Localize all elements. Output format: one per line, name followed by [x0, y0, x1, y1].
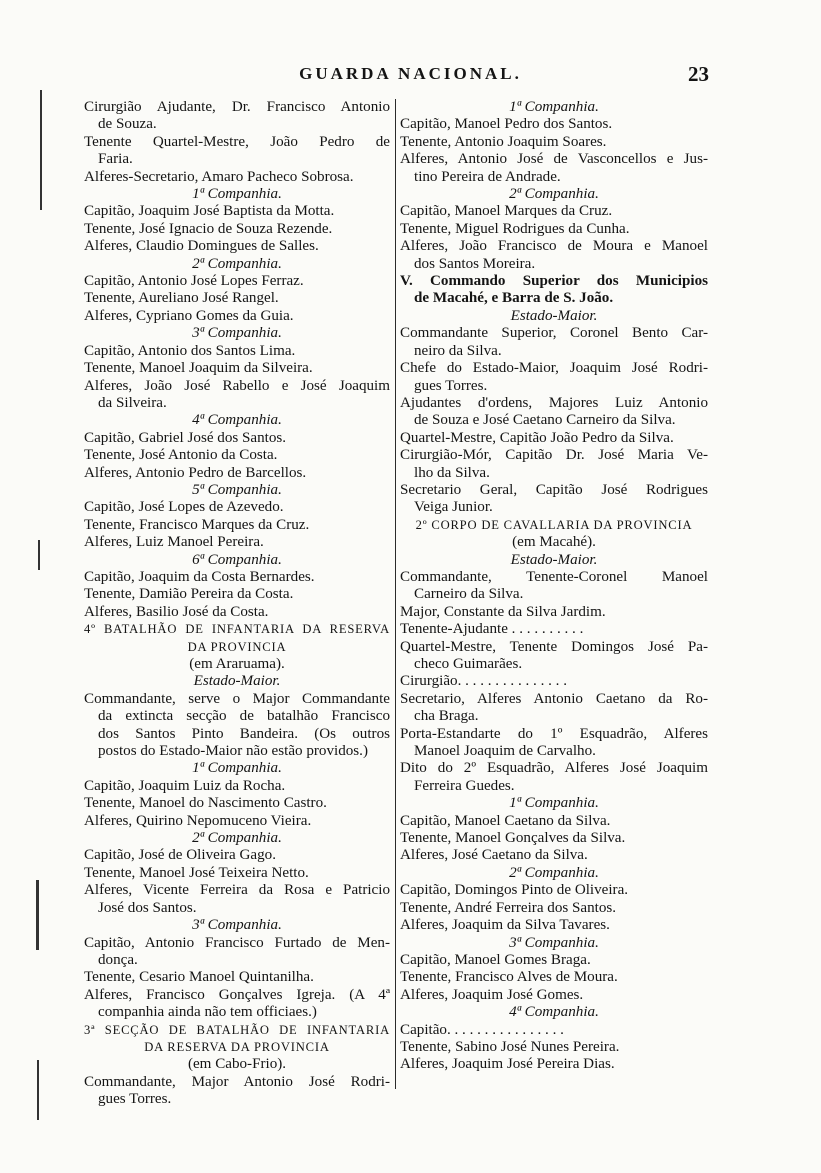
section-heading: 3ª Companhia. — [192, 325, 282, 342]
battalion-heading: 3ª SECÇÃO DE BATALHÃO DE INFANTARIA — [84, 1022, 390, 1037]
section-heading: Estado-Maior. — [510, 307, 598, 324]
text-line: Alferes, Francisco Gonçalves Igreja. (A 4ª — [84, 986, 390, 1003]
text-line: Alferes, Joaquim José Pereira Dias. — [400, 1056, 615, 1073]
text-line: Alferes, João José Rabello e José Joaquim — [84, 377, 390, 394]
text-line: Commandante Superior, Coronel Bento Car- — [400, 325, 708, 342]
section-heading: 1ª Companhia. — [192, 186, 282, 203]
section-heading: 2ª Companhia. — [192, 255, 282, 272]
section-heading: 6ª Companhia. — [192, 551, 282, 568]
section-heading: 2ª Companhia. — [192, 830, 282, 847]
text-line: Alferes-Secretario, Amaro Pacheco Sobrosa. — [84, 168, 354, 185]
command-heading: V. Commando Superior dos Municipios — [400, 273, 708, 290]
text-line: Capitão. . . . . . . . . . . . . . . . — [400, 1021, 564, 1038]
section-heading: 4ª Companhia. — [509, 1004, 599, 1021]
text-line: Tenente, Francisco Alves de Moura. — [400, 969, 618, 986]
text-line: Capitão, Manoel Gomes Braga. — [400, 951, 591, 968]
section-heading: 3ª Companhia. — [509, 934, 599, 951]
right-column — [400, 99, 708, 1074]
battalion-heading: DA RESERVA DA PROVINCIA — [144, 1039, 330, 1054]
text-line: Commandante, Major Antonio José Rodri- — [84, 1073, 390, 1090]
text-line: Tenente, Manoel Joaquim da Silveira. — [84, 360, 313, 377]
text-line: Capitão, Manoel Pedro dos Santos. — [400, 116, 613, 133]
text-line: dos Santos Pinto Bandeira. (Os outros — [98, 725, 390, 742]
text-line: Cirurgião Ajudante, Dr. Francisco Antonio — [84, 99, 390, 115]
text-line: de Souza e José Caetano Carneiro da Silva. — [414, 412, 676, 429]
text-line: Tenente, Manoel Gonçalves da Silva. — [400, 830, 626, 847]
text-line: José dos Santos. — [98, 899, 197, 916]
scan-edge-mark — [37, 1060, 39, 1120]
text-line: Ferreira Guedes. — [414, 777, 515, 794]
text-line: da Silveira. — [98, 394, 167, 411]
scan-edge-mark — [40, 90, 42, 210]
text-line: Tenente, José Antonio da Costa. — [84, 447, 278, 464]
text-line: Alferes, Antonio José de Vasconcellos e Jus- — [400, 151, 708, 168]
text-line: da extincta secção de batalhão Francisco — [98, 708, 390, 725]
section-heading: 1ª Companhia. — [509, 99, 599, 115]
text-line: Capitão, Antonio Francisco Furtado de Men- — [84, 934, 390, 951]
text-line: Quartel-Mestre, Tenente Domingos José Pa- — [400, 638, 708, 655]
text-line: Alferes, Vicente Ferreira da Rosa e Patricio — [84, 882, 390, 899]
text-line: lho da Silva. — [414, 464, 490, 481]
text-line: Quartel-Mestre, Capitão João Pedro da Silva. — [400, 429, 674, 446]
text-line: Tenente, Sabino José Nunes Pereira. — [400, 1038, 620, 1055]
text-line: Cirurgião-Mór, Capitão Dr. José Maria Ve- — [400, 447, 708, 464]
text-line: Tenente, Damião Pereira da Costa. — [84, 586, 294, 603]
text-line: Capitão, José de Oliveira Gago. — [84, 847, 276, 864]
text-line: Tenente, Antonio Joaquim Soares. — [400, 133, 607, 150]
text-line: de Souza. — [98, 116, 157, 133]
text-line: Tenente Quartel-Mestre, João Pedro de — [84, 133, 390, 150]
section-heading: 4ª Companhia. — [192, 412, 282, 429]
text-line: Tenente, Manoel José Teixeira Netto. — [84, 864, 309, 881]
text-line: gues Torres. — [98, 1091, 172, 1108]
section-heading: Estado-Maior. — [510, 551, 598, 568]
text-line: Alferes, Claudio Domingues de Salles. — [84, 238, 319, 255]
section-heading: 1ª Companhia. — [509, 795, 599, 812]
text-line: Secretario, Alferes Antonio Caetano da Ro- — [400, 690, 708, 707]
text-line: Tenente, Miguel Rodrigues da Cunha. — [400, 220, 630, 237]
text-line: Commandante, serve o Major Commandante — [84, 690, 390, 707]
battalion-heading: 4º BATALHÃO DE INFANTARIA DA RESERVA — [84, 622, 390, 637]
text-line: Tenente, Aureliano José Rangel. — [84, 290, 279, 307]
battalion-heading: DA PROVINCIA — [187, 639, 287, 654]
text-line: cha Braga. — [414, 708, 479, 725]
text-line: Alferes, Quirino Nepomuceno Vieira. — [84, 812, 312, 829]
text-line: Tenente, José Ignacio de Souza Rezende. — [84, 220, 333, 237]
text-line: Capitão, Antonio José Lopes Ferraz. — [84, 273, 304, 290]
text-line: Alferes, João Francisco de Moura e Manoel — [400, 238, 708, 255]
text-line: Alferes, Joaquim da Silva Tavares. — [400, 917, 610, 934]
text-line: Alferes, Basilio José da Costa. — [84, 603, 269, 620]
text-line: Alferes, Antonio Pedro de Barcellos. — [84, 464, 307, 481]
text-line: Capitão, Gabriel José dos Santos. — [84, 429, 287, 446]
text-line: Capitão, Joaquim José Baptista da Motta. — [84, 203, 335, 220]
text-line: dos Santos Moreira. — [414, 255, 536, 272]
text-line: Manoel Joaquim de Carvalho. — [414, 743, 596, 760]
text-line: donça. — [98, 951, 138, 968]
text-line: Capitão, Manoel Caetano da Silva. — [400, 812, 611, 829]
scan-edge-mark — [36, 880, 39, 950]
section-heading: 1ª Companhia. — [192, 760, 282, 777]
running-header: GUARDA NACIONAL. — [299, 64, 522, 83]
text-line: Capitão, José Lopes de Azevedo. — [84, 499, 284, 516]
location-line: (em Araruama). — [189, 656, 285, 672]
text-line: gues Torres. — [414, 377, 488, 394]
text-line: Faria. — [98, 151, 133, 168]
scan-edge-mark — [38, 540, 40, 570]
text-line: tino Pereira de Andrade. — [414, 168, 561, 185]
text-line: Carneiro da Silva. — [414, 586, 524, 603]
text-line: Tenente, Manoel do Nascimento Castro. — [84, 795, 327, 812]
text-line: Alferes, José Caetano da Silva. — [400, 847, 588, 864]
text-line: Capitão, Domingos Pinto de Oliveira. — [400, 882, 629, 899]
section-heading: 5ª Companhia. — [192, 481, 282, 498]
text-line: Major, Constante da Silva Jardim. — [400, 603, 606, 620]
text-line: Tenente, Cesario Manoel Quintanilha. — [84, 969, 314, 986]
text-line: Secretario Geral, Capitão José Rodrigues — [400, 481, 708, 498]
section-heading: 3ª Companhia. — [192, 917, 282, 934]
text-line: Alferes, Luiz Manoel Pereira. — [84, 534, 264, 551]
left-column — [84, 99, 390, 1109]
text-line: neiro da Silva. — [414, 342, 502, 359]
text-line: Tenente-Ajudante . . . . . . . . . . — [400, 621, 584, 638]
text-line: Veiga Junior. — [414, 499, 493, 516]
text-line: Capitão, Joaquim Luiz da Rocha. — [84, 777, 286, 794]
text-line: Alferes, Cypriano Gomes da Guia. — [84, 307, 294, 324]
text-line: Alferes, Joaquim José Gomes. — [400, 986, 584, 1003]
text-line: Capitão, Manoel Marques da Cruz. — [400, 203, 613, 220]
page-number: 23 — [688, 62, 709, 86]
text-line: Chefe do Estado-Maior, Joaquim José Rodri- — [400, 360, 708, 377]
text-line: Porta-Estandarte do 1º Esquadrão, Alferes — [400, 725, 708, 742]
text-line: Commandante, Tenente-Coronel Manoel — [400, 568, 708, 585]
text-line: Tenente, André Ferreira dos Santos. — [400, 899, 617, 916]
corps-heading: 2º CORPO DE CAVALLARIA DA PROVINCIA — [415, 517, 693, 532]
location-line: (em Macahé). — [512, 534, 596, 551]
text-line: Ajudantes d'ordens, Majores Luiz Antonio — [400, 394, 708, 411]
location-line: (em Cabo-Frio). — [187, 1056, 287, 1073]
section-heading: 2ª Companhia. — [509, 864, 599, 881]
text-line: postos do Estado-Maior não estão providos.) — [98, 743, 368, 760]
column-divider — [395, 99, 396, 1089]
section-heading: 2ª Companhia. — [509, 186, 599, 203]
text-line: Capitão, Antonio dos Santos Lima. — [84, 342, 296, 359]
command-heading: de Macahé, e Barra de S. João. — [414, 290, 614, 307]
text-line: companhia ainda não tem officiaes.) — [98, 1004, 317, 1021]
text-line: Cirurgião. . . . . . . . . . . . . . . — [400, 673, 568, 690]
text-line: Dito do 2º Esquadrão, Alferes José Joaquim — [400, 760, 708, 777]
text-line: Capitão, Joaquim da Costa Bernardes. — [84, 568, 315, 585]
text-line: checo Guimarães. — [414, 656, 523, 672]
text-line: Tenente, Francisco Marques da Cruz. — [84, 516, 310, 533]
section-heading: Estado-Maior. — [193, 673, 281, 690]
